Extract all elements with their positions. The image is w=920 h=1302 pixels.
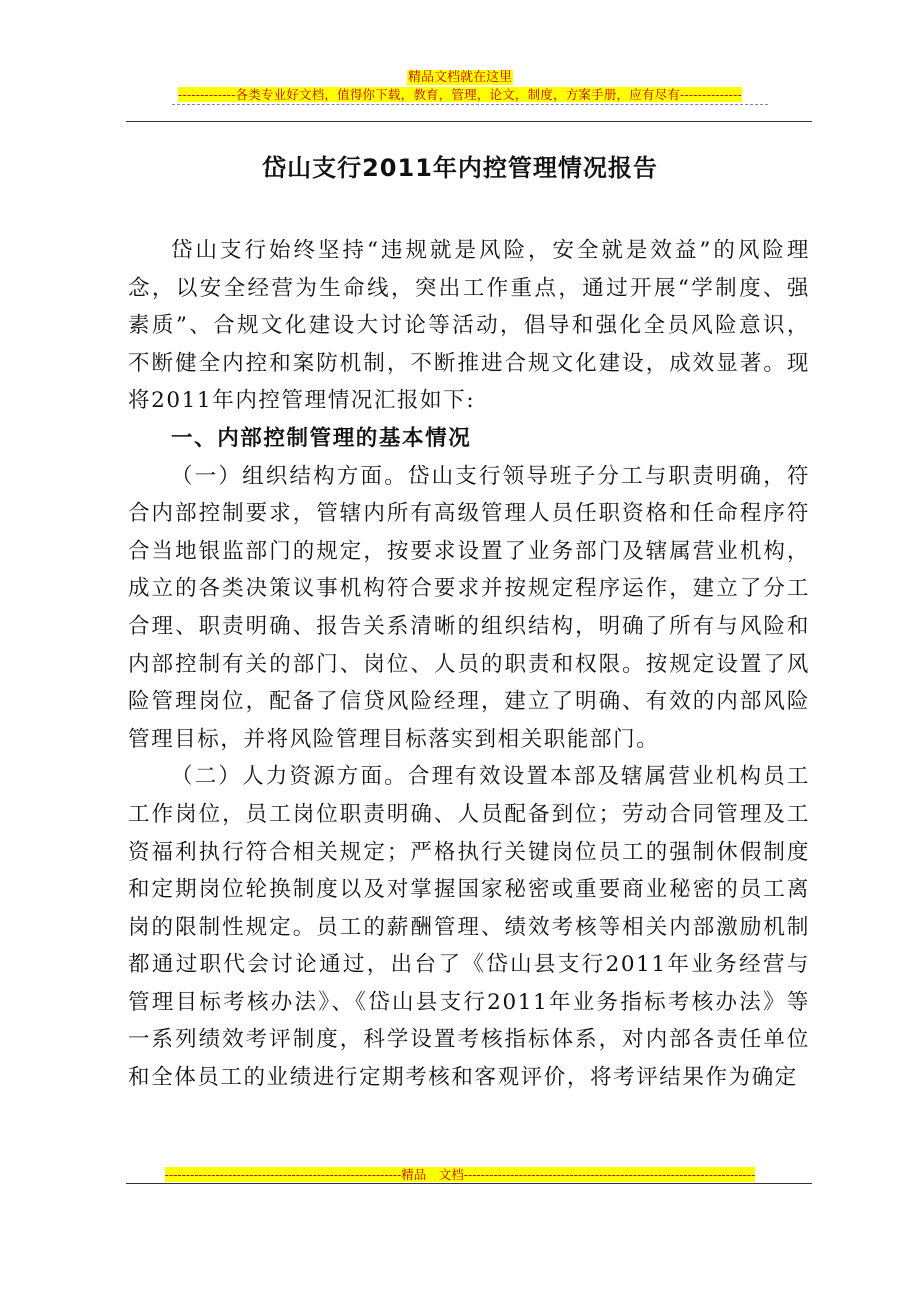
footer-rule: [126, 1183, 812, 1184]
paragraph-organization: （一）组织结构方面。岱山支行领导班子分工与职责明确，符合内部控制要求，管辖内所有高级管理人员任职资格和任命程序符合当地银监部门的规定，按要求设置了业务部门及辖属营业机构，成立的各类决策议事机构符合要求并按规定程序运作，建立了分工合理、职责明确、报告关系清晰的组织结构，明确了所有与风险和内部控制有关的部门、岗位、人员的职责和权限。按规定设置了风险管理岗位，配备了信贷风险经理，建立了明确、有效的内部风险管理目标，并将风险管理目标落实到相关职能部门。: [128, 463, 810, 752]
header-top-label: 精品文档就在这里: [407, 70, 512, 85]
header-banner: -------------各类专业好文档，值得你下载，教育，管理，论文，制度，方案手册，应有尽有--------------: [178, 87, 742, 102]
document-body: [128, 232, 810, 1097]
section-heading: 一、内部控制管理的基本情况: [171, 425, 472, 451]
intro-paragraph: 岱山支行始终坚持“违规就是风险，安全就是效益”的风险理念，以安全经营为生命线，突出工作重点，通过开展“学制度、强素质”、合规文化建设大讨论等活动，倡导和强化全员风险意识，不断健全内控和案防机制，不断推进合规文化建设，成效显著。现将2011年内控管理情况汇报如下:: [128, 238, 810, 414]
footer-banner: --------------------------------------------------------精品 文档---------------------------------------------------------------------: [164, 1167, 756, 1182]
header-dashed-divider: [172, 104, 768, 105]
paragraph-human-resources: （二）人力资源方面。合理有效设置本部及辖属营业机构员工工作岗位，员工岗位职责明确、人员配备到位；劳动合同管理及工资福利执行符合相关规定；严格执行关键岗位员工的强制休假制度和定期岗位轮换制度以及对掌握国家秘密或重要商业秘密的员工离岗的限制性规定。员工的薪酬管理、绩效考核等相关内部激励机制都通过职代会讨论通过，出台了《岱山县支行2011年业务经营与管理目标考核办法》、《岱山县支行2011年业务指标考核办法》等一系列绩效考评制度，科学设置考核指标体系，对内部各责任单位和全体员工的业绩进行定期考核和客观评价，将考评结果作为确定: [128, 764, 810, 1091]
document-title: 岱山支行2011年内控管理情况报告: [262, 154, 658, 182]
header-rule: [126, 121, 812, 122]
